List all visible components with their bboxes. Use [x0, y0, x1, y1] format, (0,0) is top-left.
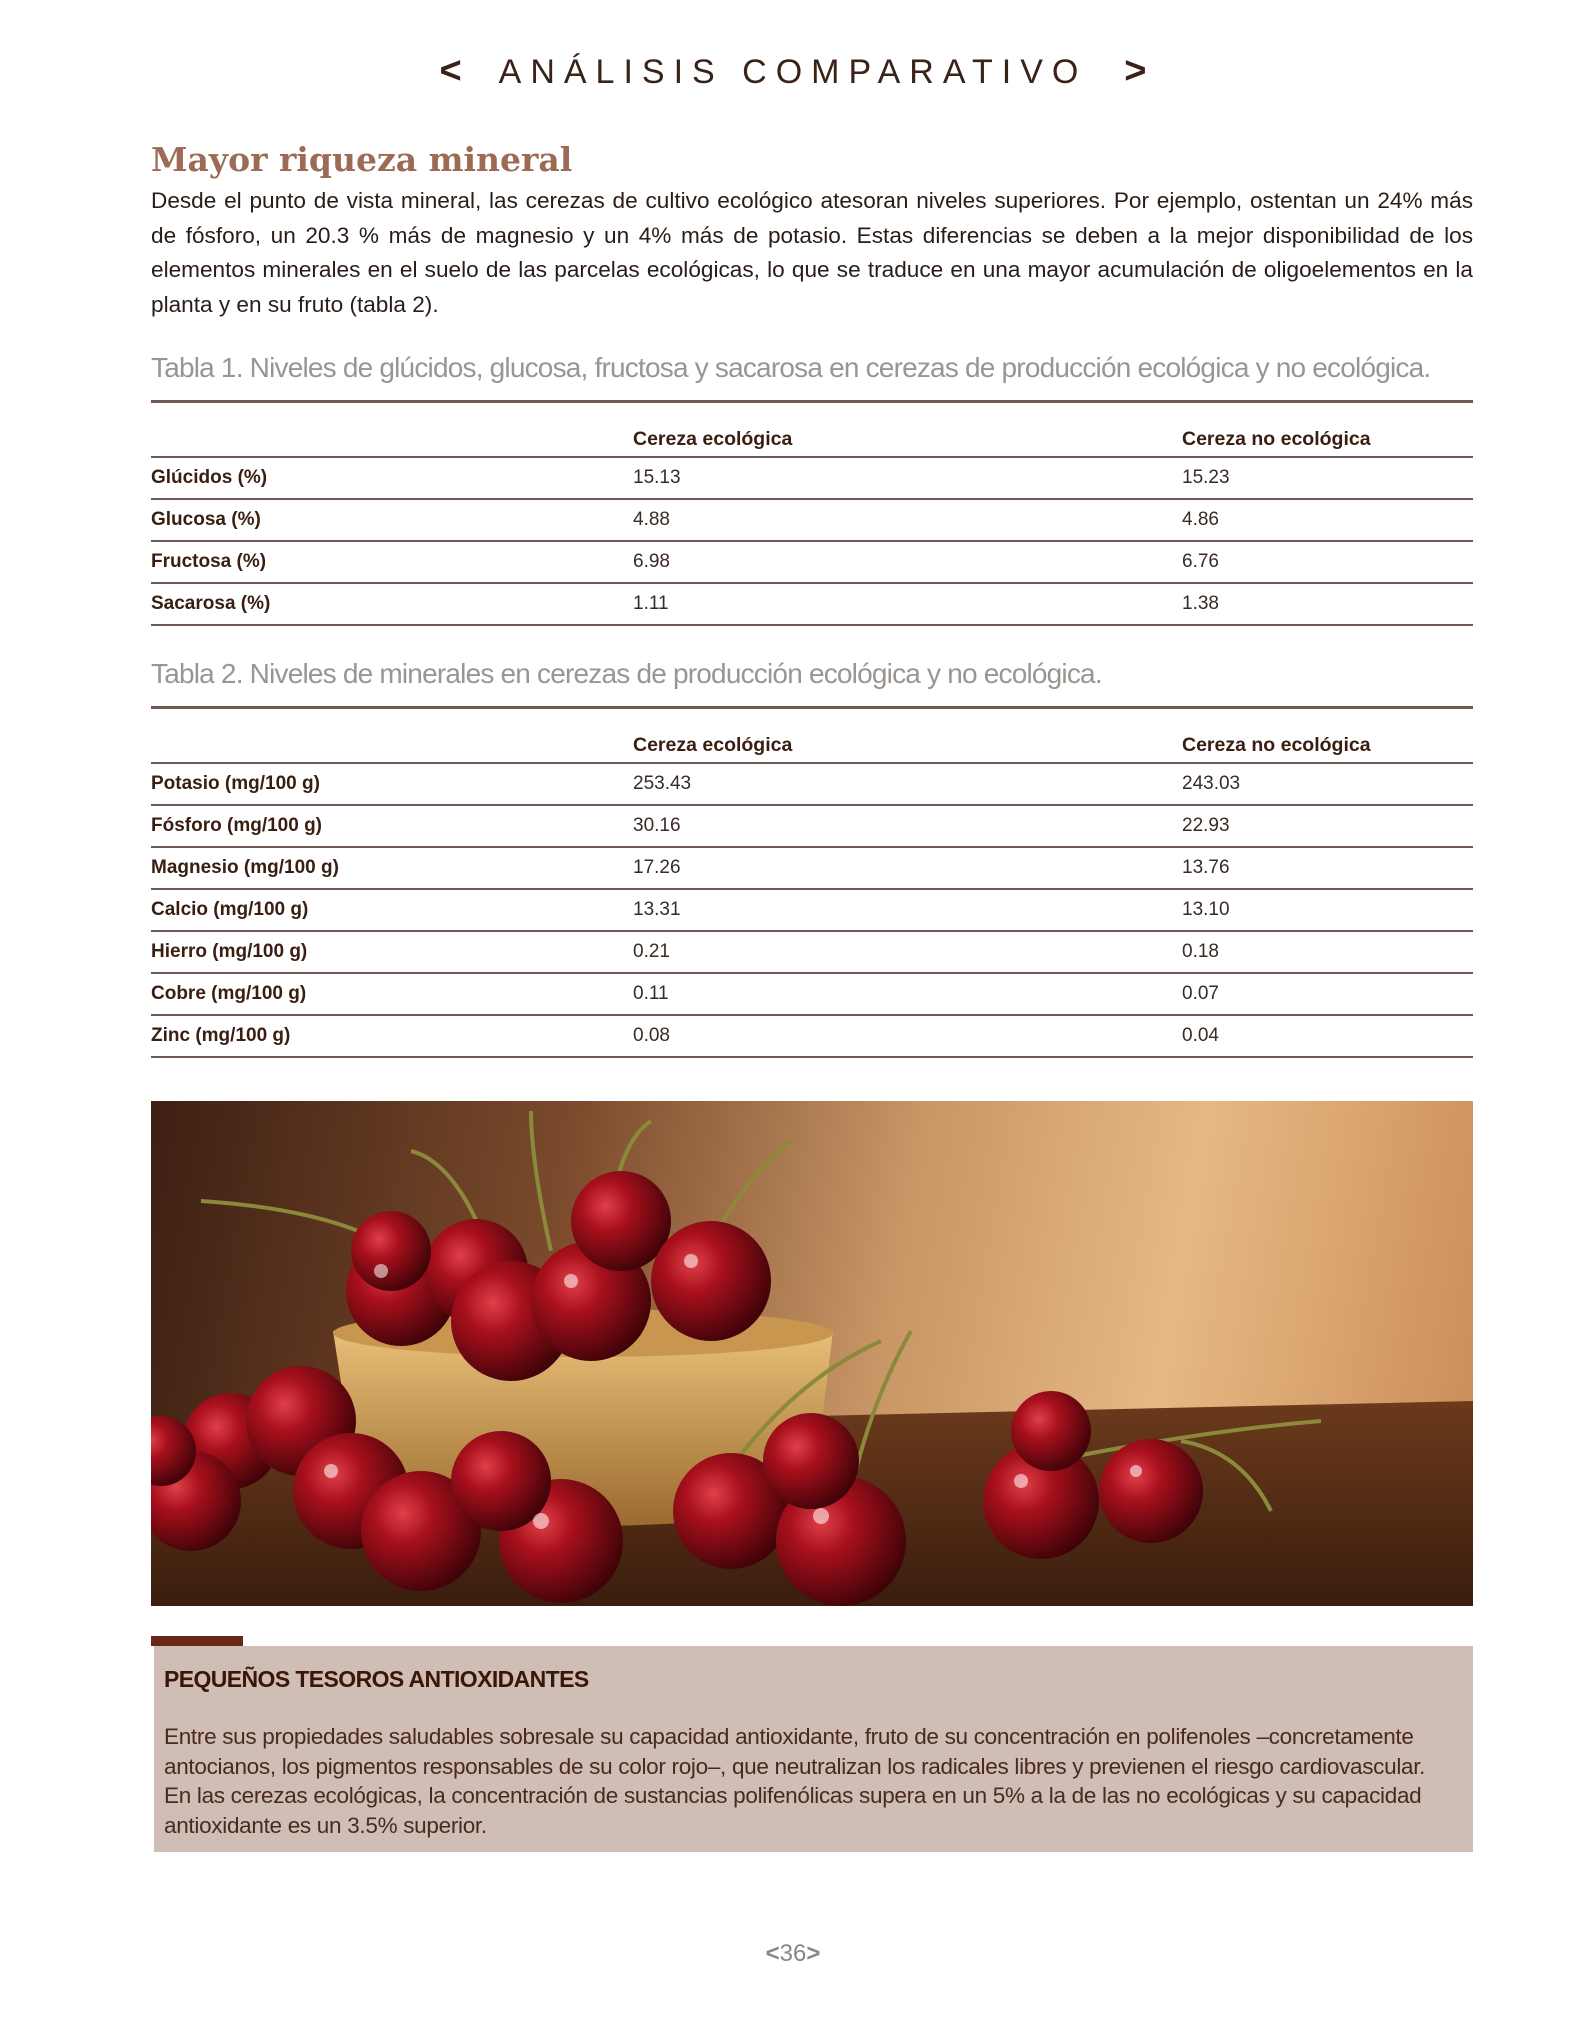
- table-row: [151, 931, 1473, 973]
- table2-header-empty: [151, 708, 633, 763]
- table-row: [151, 1015, 1473, 1057]
- eco-value: 0.11: [633, 973, 1182, 1015]
- header-title: ANÁLISIS COMPARATIVO: [498, 53, 1088, 91]
- table-row: [151, 973, 1473, 1015]
- no-eco-value: 6.76: [1182, 541, 1473, 583]
- table2-caption: Tabla 2. Niveles de minerales en cerezas de producción ecológica y no ecológica.: [151, 658, 1102, 689]
- table2-header-row: [151, 708, 1473, 763]
- eco-value: 6.98: [633, 541, 1182, 583]
- row-label: Hierro (mg/100 g): [151, 931, 633, 973]
- cherries-photo: [151, 1101, 1473, 1606]
- chevron-right-icon: >: [806, 1940, 821, 1967]
- cherries-illustration: [151, 1101, 1473, 1606]
- table1-header-eco: Cereza ecológica: [633, 402, 1182, 457]
- chevron-left-icon: <: [439, 50, 462, 92]
- box-accent-tab: [151, 1636, 243, 1646]
- intro-paragraph: Desde el punto de vista mineral, las cerezas de cultivo ecológico atesoran niveles superiores. Por ejemplo, ostentan un 24% más de fósforo, un 20.3 % más de magnesio y un 4% más de potasio. Estas diferencias se deben a la mejor disponibilidad de los elementos minerales en el suelo de las parcelas ecológicas, lo que se traduce en una mayor acumulación de oligoelementos en la planta y en su fruto (tabla 2).: [151, 188, 1473, 317]
- row-label: Sacarosa (%): [151, 583, 633, 625]
- no-eco-value: 0.04: [1182, 1015, 1473, 1057]
- row-label: Potasio (mg/100 g): [151, 763, 633, 805]
- no-eco-value: 13.10: [1182, 889, 1473, 931]
- table-row: [151, 583, 1473, 625]
- table-row: [151, 541, 1473, 583]
- row-label: Magnesio (mg/100 g): [151, 847, 633, 889]
- eco-value: 253.43: [633, 763, 1182, 805]
- table2: [151, 707, 1473, 1058]
- no-eco-value: 0.18: [1182, 931, 1473, 973]
- eco-value: 4.88: [633, 499, 1182, 541]
- row-label: Fósforo (mg/100 g): [151, 805, 633, 847]
- page-number-value: 36: [779, 1940, 807, 1967]
- row-label: Glucosa (%): [151, 499, 633, 541]
- no-eco-value: 243.03: [1182, 763, 1473, 805]
- table1-header-row: [151, 402, 1473, 457]
- table-row: [151, 499, 1473, 541]
- table-row: [151, 763, 1473, 805]
- table-row: [151, 457, 1473, 499]
- row-label: Zinc (mg/100 g): [151, 1015, 633, 1057]
- eco-value: 1.11: [633, 583, 1182, 625]
- no-eco-value: 4.86: [1182, 499, 1473, 541]
- table-row: [151, 889, 1473, 931]
- table1-caption: Tabla 1. Niveles de glúcidos, glucosa, fructosa y sacarosa en cerezas de producción ecológica y no ecológica.: [151, 352, 1431, 383]
- chevron-right-icon: >: [1124, 50, 1147, 92]
- no-eco-value: 13.76: [1182, 847, 1473, 889]
- eco-value: 30.16: [633, 805, 1182, 847]
- no-eco-value: 0.07: [1182, 973, 1473, 1015]
- no-eco-value: 22.93: [1182, 805, 1473, 847]
- chevron-left-icon: <: [765, 1940, 780, 1967]
- eco-value: 13.31: [633, 889, 1182, 931]
- box-title: PEQUEÑOS TESOROS ANTIOXIDANTES: [164, 1666, 589, 1692]
- eco-value: 15.13: [633, 457, 1182, 499]
- table1-header-empty: [151, 402, 633, 457]
- box-text: Entre sus propiedades saludables sobresale su capacidad antioxidante, fruto de su concentración en polifenoles –concretamente antocianos, los pigmentos responsables de su color rojo–, que neutralizan los radicales libres y previenen el riesgo cardiovascular. En las cerezas ecológicas, la concentración de sustancias polifenólicas supera en un 5% a la de las no ecológicas y su capacidad antioxidante es un 3.5% superior.: [164, 1724, 1426, 1838]
- row-label: Glúcidos (%): [151, 457, 633, 499]
- row-label: Cobre (mg/100 g): [151, 973, 633, 1015]
- table-row: [151, 805, 1473, 847]
- table1-header-no-eco: Cereza no ecológica: [1182, 402, 1473, 457]
- section-title: Mayor riqueza mineral: [151, 140, 573, 179]
- eco-value: 17.26: [633, 847, 1182, 889]
- antioxidant-box: [154, 1646, 1473, 1852]
- table2-header-eco: Cereza ecológica: [633, 708, 1182, 763]
- row-label: Fructosa (%): [151, 541, 633, 583]
- table2-header-no-eco: Cereza no ecológica: [1182, 708, 1473, 763]
- no-eco-value: 1.38: [1182, 583, 1473, 625]
- row-label: Calcio (mg/100 g): [151, 889, 633, 931]
- eco-value: 0.21: [633, 931, 1182, 973]
- table-row: [151, 847, 1473, 889]
- page-header: [0, 50, 1586, 93]
- table1: [151, 401, 1473, 626]
- eco-value: 0.08: [633, 1015, 1182, 1057]
- page-number: [0, 1940, 1586, 1968]
- no-eco-value: 15.23: [1182, 457, 1473, 499]
